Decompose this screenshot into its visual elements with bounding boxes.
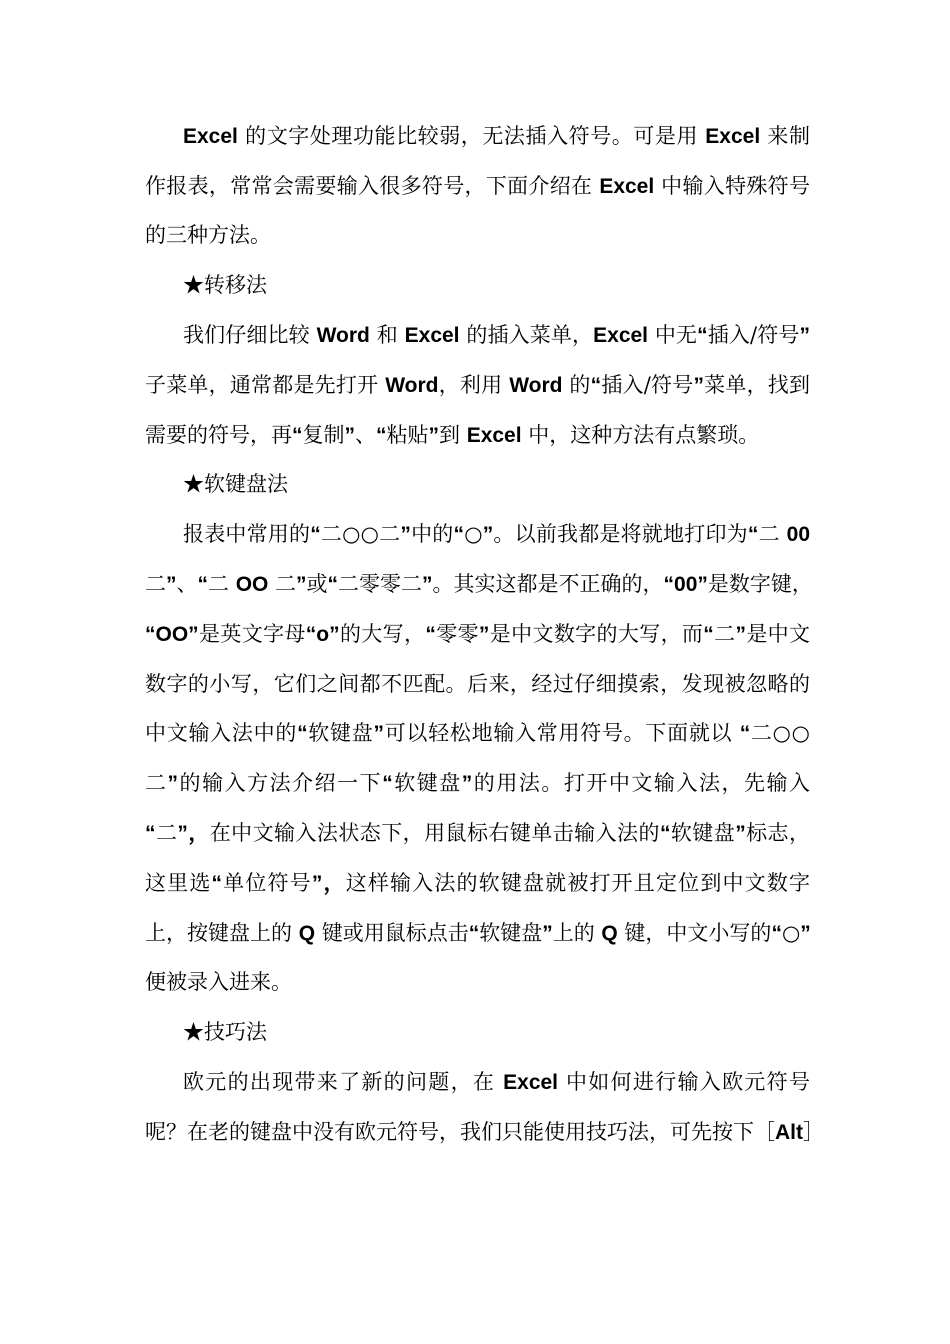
paragraph-2-line-1 (183, 320, 810, 350)
text-run: 二 (208, 572, 236, 596)
text-run: 二 (758, 522, 787, 546)
section-heading-soft-keyboard (183, 469, 810, 499)
text-run: 软键盘 (479, 921, 543, 945)
text-run: 我们仔细比较 (183, 323, 317, 347)
text-run: ★技巧法 (183, 1020, 267, 1044)
bold-text-run: “ (590, 374, 602, 397)
text-run: 菜单，找到 (703, 373, 811, 397)
bold-text-run: ” (296, 573, 307, 596)
bold-text-run: “ (703, 623, 714, 646)
text-run: 的 (562, 373, 591, 397)
text-run: 二 (713, 622, 736, 646)
text-run: 二○○ (750, 721, 811, 745)
bold-text-run: ” (478, 623, 490, 646)
text-run: 二零零二 (338, 572, 423, 596)
text-run: 可以轻松地输入常用符号。下面就以 (383, 721, 740, 745)
bold-text-run: “ (145, 822, 156, 845)
bold-text-run: “ (382, 772, 393, 795)
text-run: 这样输入法的软键盘就被打开且定位到中文数字 (345, 871, 811, 895)
text-run: 的插入菜单， (459, 323, 594, 347)
text-run: 中的 (410, 522, 454, 546)
bold-text-run: ” (735, 822, 746, 845)
text-run: 。以前我都是将就地打印为 (493, 522, 748, 546)
bold-text-run: “ (425, 623, 436, 646)
bold-text-run: “ (659, 822, 671, 845)
paragraph-3-line-5 (145, 718, 810, 748)
bold-text-run: ” (542, 922, 553, 945)
text-run: 、 (355, 423, 376, 447)
paragraph-3-line-2 (145, 569, 813, 599)
bold-text-run: “ (376, 424, 387, 447)
text-run: 插入/符号 (707, 323, 800, 347)
bold-text-run: Q (601, 922, 618, 945)
text-run: 作报表，常常会需要输入很多符号，下面介绍在 (145, 174, 600, 198)
text-run: 的文字处理功能比较弱，无法插入符号。可是用 (237, 124, 706, 148)
text-run: 标志， (745, 821, 810, 845)
bold-text-run: ” (735, 623, 746, 646)
text-run: 或 (306, 572, 328, 596)
text-run: 便被录入进来。 (145, 970, 292, 994)
text-run: 上的 (552, 921, 602, 945)
text-run: 是中文数字的大写，而 (489, 622, 704, 646)
bold-text-run: Excel (503, 1071, 559, 1094)
text-run: 子菜单，通常都是先打开 (145, 373, 386, 397)
bold-text-run: 00 (786, 523, 811, 546)
bold-text-run: ” (400, 523, 411, 546)
text-run: 二○○二 (320, 522, 401, 546)
bold-text-run: ” (461, 772, 473, 795)
text-run: 是英文字母 (198, 622, 306, 646)
text-run: 软键盘 (392, 771, 462, 795)
bold-text-run: ” (422, 573, 433, 596)
bold-text-run: Word (316, 324, 370, 347)
text-run: 在中文输入法状态下，用鼠标右键单击输入法的 (209, 821, 660, 845)
text-run: 需要的符号，再 (145, 423, 292, 447)
text-run: 来制 (760, 124, 810, 148)
bold-text-run: Excel (593, 324, 649, 347)
bold-text-run: “ (211, 872, 222, 895)
bold-text-run: ” (693, 374, 704, 397)
paragraph-3-line-3 (145, 619, 810, 649)
text-run: 二 (145, 572, 166, 596)
paragraph-3-line-7 (145, 818, 810, 848)
text-run: 键或用鼠标点击 (315, 921, 469, 945)
text-run: 的用法。打开中文输入法，先输入 (472, 771, 811, 795)
bold-text-run: “ (739, 722, 751, 745)
text-run: 二 (268, 572, 297, 596)
paragraph-4-line-1 (183, 1067, 810, 1097)
text-run: 软键盘 (307, 721, 374, 745)
bold-text-run: “ (697, 324, 708, 347)
text-run: 键，中文小写的 (617, 921, 772, 945)
bold-text-run: “00” (663, 573, 708, 596)
bold-text-run: “ (327, 573, 339, 596)
bold-text-run: “ (292, 424, 303, 447)
bold-text-run: “ (197, 573, 208, 596)
text-run: 和 (369, 323, 405, 347)
text-run: 零零 (435, 622, 479, 646)
bold-text-run: “ (297, 722, 308, 745)
text-run: 中，这种方法有点繁琐。 (521, 423, 760, 447)
text-run: 软键盘 (670, 821, 736, 845)
text-run: 中无 (648, 323, 698, 347)
text-run: 的三种方法。 (145, 223, 271, 247)
paragraph-1-line-3 (145, 220, 810, 250)
paragraph-4-line-2 (145, 1117, 824, 1147)
paragraph-3-line-1 (183, 519, 810, 549)
text-run: 中输入特殊符号 (654, 174, 810, 198)
text-run: 的大写， (339, 622, 426, 646)
paragraph-1-line-2 (145, 171, 810, 201)
bold-text-run: ” (373, 722, 384, 745)
bold-text-run: Excel (183, 125, 238, 148)
bold-text-run: Excel (404, 324, 460, 347)
paragraph-3-line-8 (145, 868, 810, 898)
text-run: ］ (803, 1120, 824, 1144)
text-run: ○ (464, 522, 483, 546)
paragraph-2-line-2 (145, 370, 810, 400)
bold-text-run: ” (799, 324, 810, 347)
bold-text-run: Word (509, 374, 563, 397)
bold-text-run: ” (800, 922, 811, 945)
text-run: 的输入方法介绍一下 (178, 771, 383, 795)
bold-text-run: “ (747, 523, 759, 546)
bold-text-run: ”， (311, 872, 346, 895)
bold-text-run: Excel (705, 125, 761, 148)
text-run: 插入/符号 (601, 373, 694, 397)
text-run: 中如何进行输入欧元符号 (558, 1070, 810, 1094)
bold-text-run: ” (167, 772, 179, 795)
text-run: 到 (439, 423, 467, 447)
bold-text-run: ”， (177, 822, 210, 845)
paragraph-1-line-1 (183, 121, 810, 151)
bold-text-run: ” (482, 523, 494, 546)
text-run: 复制 (302, 423, 345, 447)
text-run: 是中文 (745, 622, 811, 646)
text-run: 报表中常用的 (183, 522, 311, 546)
text-run: 欧元的出现带来了新的问题，在 (183, 1070, 504, 1094)
paragraph-3-line-9 (145, 918, 810, 948)
paragraph-3-line-10 (145, 967, 810, 997)
text-run: 二 (145, 771, 168, 795)
bold-text-run: ” (428, 424, 439, 447)
bold-text-run: “ (310, 523, 321, 546)
bold-text-run: “o” (305, 623, 340, 646)
bold-text-run: “ (453, 523, 464, 546)
bold-text-run: Word (385, 374, 439, 397)
text-run: ○ (781, 921, 801, 945)
bold-text-run: ” (166, 573, 177, 596)
bold-text-run: OO (235, 573, 269, 596)
section-heading-technique (183, 1017, 810, 1047)
bold-text-run: Alt (775, 1121, 803, 1144)
bold-text-run: “OO” (145, 623, 199, 646)
text-run: 这里选 (145, 871, 212, 895)
bold-text-run: Excel (599, 175, 655, 198)
bold-text-run: Excel (466, 424, 522, 447)
text-run: 是数字键， (707, 572, 813, 596)
bold-text-run: “ (468, 922, 480, 945)
text-run: ★软键盘法 (183, 472, 288, 496)
text-run: 。其实这都是不正确的， (432, 572, 664, 596)
text-run: 呢？在老的键盘中没有欧元符号，我们只能使用技巧法，可先按下［ (145, 1120, 775, 1144)
paragraph-2-line-3 (145, 420, 810, 450)
text-run: 单位符号 (222, 871, 312, 895)
text-run: 中文输入法中的 (145, 721, 298, 745)
paragraph-3-line-4 (145, 669, 810, 699)
text-run: 数字的小写，它们之间都不匹配。后来，经过仔细摸索，发现被忽略的 (145, 672, 810, 696)
section-heading-transfer (183, 270, 810, 300)
paragraph-3-line-6 (145, 768, 810, 798)
text-run: 、 (176, 572, 198, 596)
text-run: 二 (155, 821, 178, 845)
text-run: ★转移法 (183, 273, 267, 297)
bold-text-run: “ (771, 922, 782, 945)
text-run: ，利用 (438, 373, 510, 397)
text-run: 粘贴 (386, 423, 429, 447)
bold-text-run: Q (298, 922, 316, 945)
bold-text-run: ” (344, 424, 355, 447)
text-run: 上，按键盘上的 (145, 921, 299, 945)
